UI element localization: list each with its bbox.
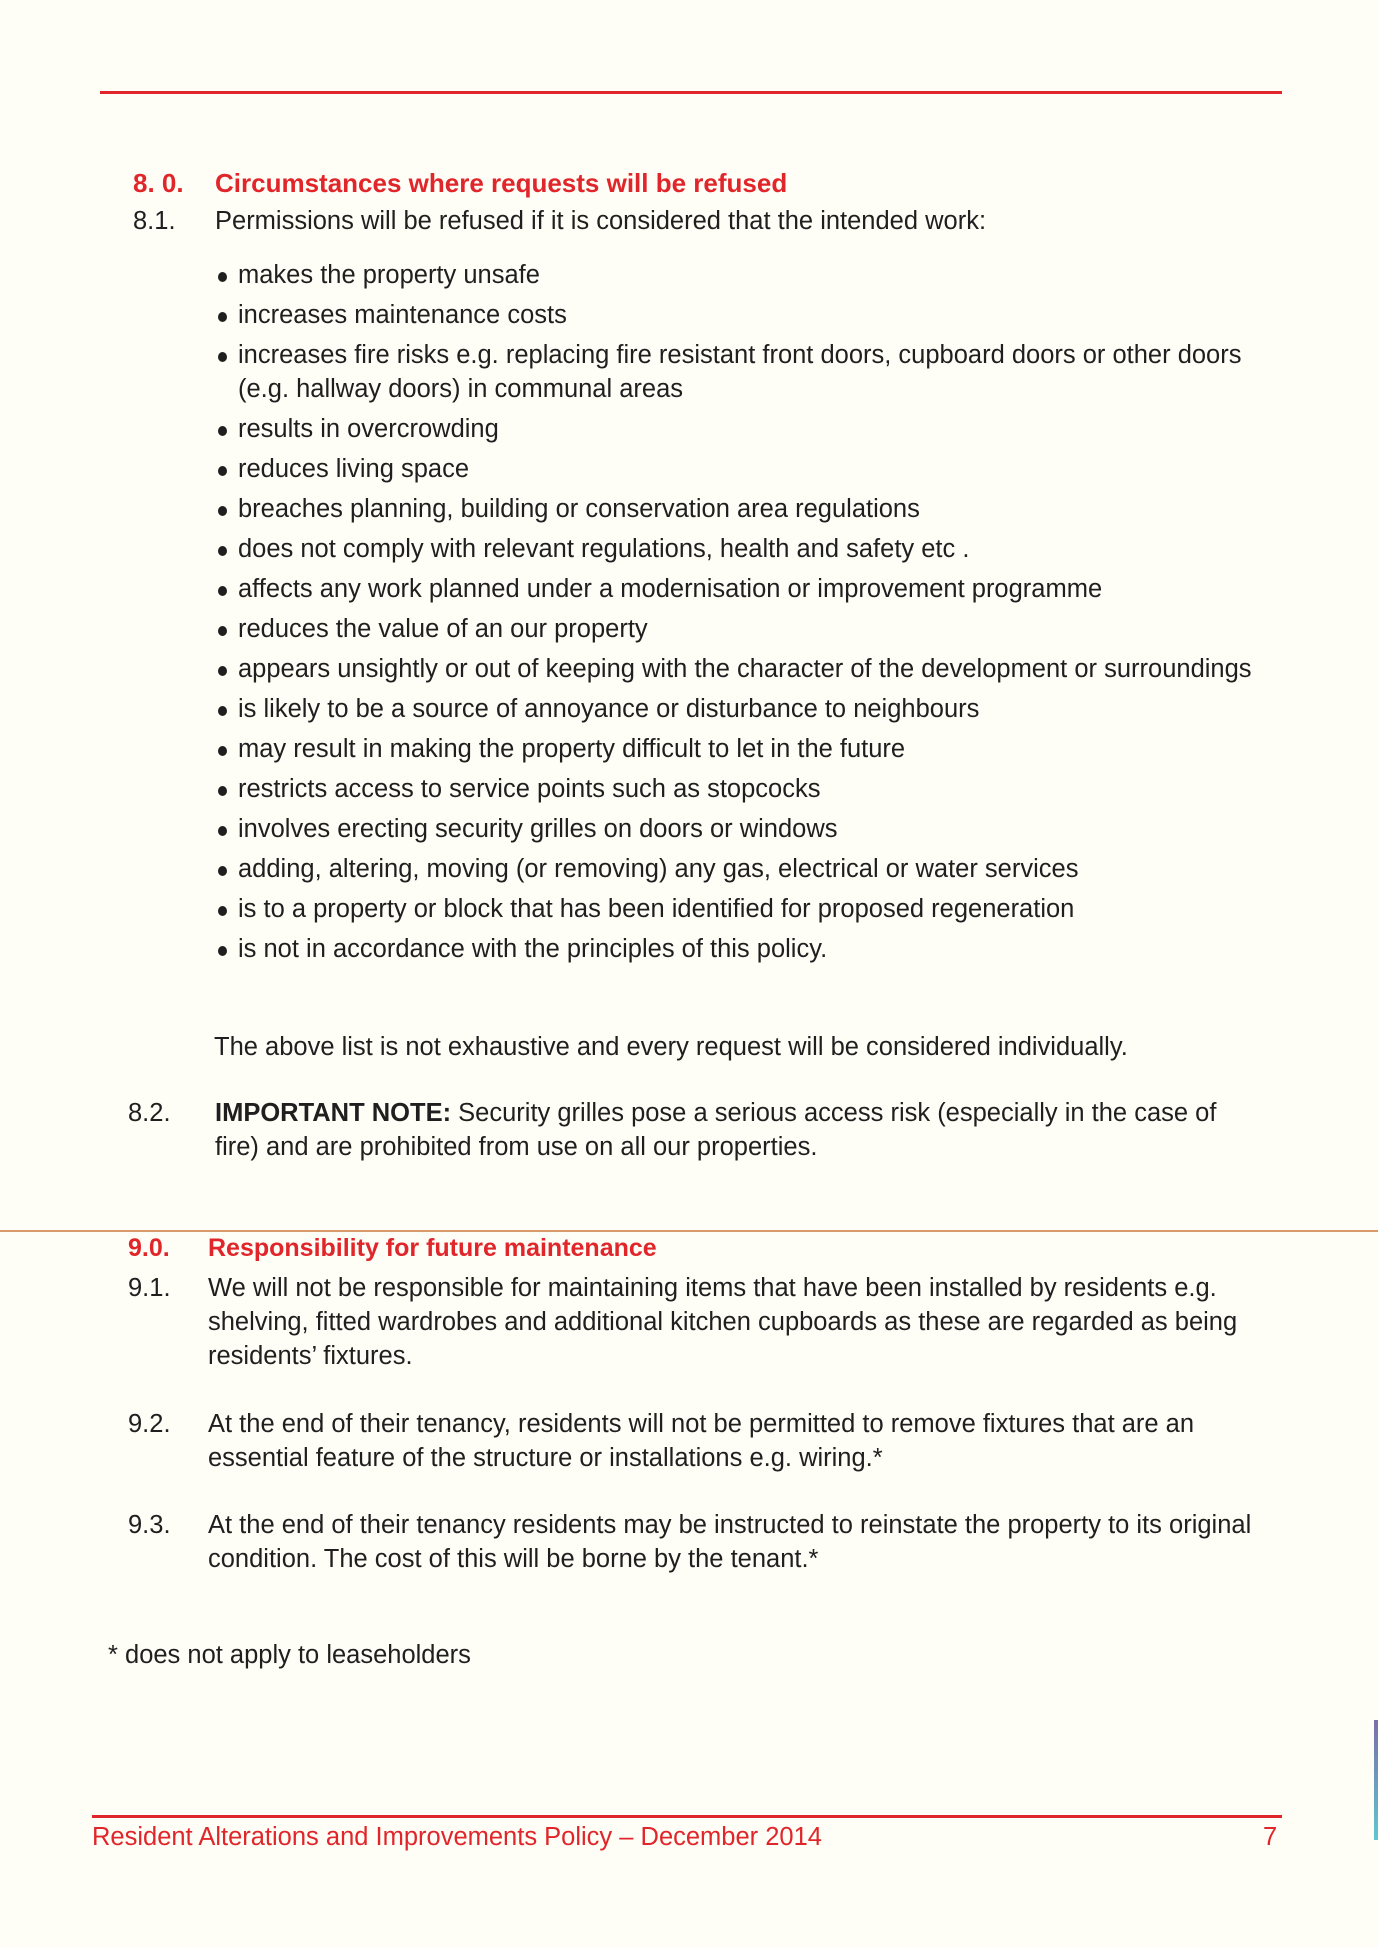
paragraph-number: 9.2. [128, 1410, 171, 1438]
bullet-icon [218, 786, 227, 796]
list-item: does not comply with relevant regulations, health and safety etc . [216, 532, 1256, 566]
scan-edge [1374, 1720, 1378, 1840]
paragraph-number: 9.1. [128, 1274, 171, 1302]
footer-rule [92, 1815, 1282, 1818]
bullet-icon [218, 506, 227, 516]
bullet-icon [218, 546, 227, 556]
bullet-icon [218, 866, 227, 876]
list-item: may result in making the property difficult to let in the future [216, 732, 1256, 766]
list-item: results in overcrowding [216, 412, 1256, 446]
list-item: increases maintenance costs [216, 298, 1256, 332]
bullet-icon [218, 626, 227, 636]
paragraph-text: At the end of their tenancy residents may be instructed to reinstate the property to its original condition. The cost of this will be borne by the tenant.* [208, 1511, 1252, 1573]
list-item: increases fire risks e.g. replacing fire resistant front doors, cupboard doors or other doors (e.g. hallway doors) in communal areas [216, 338, 1256, 406]
paragraph-number: 9.3. [128, 1511, 171, 1539]
section-9-heading [128, 1234, 657, 1263]
list-item: reduces living space [216, 452, 1256, 486]
bullet-icon [218, 746, 227, 756]
section-8-number: 8. 0. [133, 168, 184, 198]
paragraph-number: 8.2. [128, 1099, 171, 1127]
list-item: is not in accordance with the principles of this policy. [216, 932, 1256, 966]
paragraph-9-1 [128, 1271, 1258, 1373]
section-9-number: 9.0. [128, 1234, 170, 1262]
bullet-icon [218, 946, 227, 956]
bullet-icon [218, 706, 227, 716]
list-item: is likely to be a source of annoyance or disturbance to neighbours [216, 692, 1256, 726]
list-item: reduces the value of an our property [216, 612, 1256, 646]
section-8-heading [133, 168, 787, 199]
section-8-title: Circumstances where requests will be refused [215, 168, 788, 198]
bullet-icon [218, 586, 227, 596]
list-item: appears unsightly or out of keeping with the character of the development or surroundings [216, 652, 1256, 686]
footnote: * does not apply to leaseholders [108, 1641, 471, 1669]
list-item: affects any work planned under a modernisation or improvement programme [216, 572, 1256, 606]
list-item: is to a property or block that has been identified for proposed regeneration [216, 892, 1256, 926]
list-note: The above list is not exhaustive and every request will be considered individually. [214, 1033, 1128, 1061]
paragraph-8-2 [128, 1096, 1258, 1164]
list-item: breaches planning, building or conservation area regulations [216, 492, 1256, 526]
list-item: involves erecting security grilles on doors or windows [216, 812, 1256, 846]
bullet-icon [218, 272, 227, 282]
section-divider [0, 1230, 1378, 1232]
paragraph-text: At the end of their tenancy, residents will not be permitted to remove fixtures that are an essential feature of the structure or installations e.g. wiring.* [208, 1410, 1195, 1472]
paragraph-text: Permissions will be refused if it is considered that the intended work: [215, 207, 987, 235]
paragraph-8-1 [133, 204, 1263, 238]
important-note-label: IMPORTANT NOTE: [215, 1099, 452, 1127]
list-item: makes the property unsafe [216, 258, 1256, 292]
bullet-icon [218, 666, 227, 676]
paragraph-number: 8.1. [133, 207, 176, 235]
bullet-icon [218, 426, 227, 436]
paragraph-text: IMPORTANT NOTE: Security grilles pose a serious access risk (especially in the case of fire) and are prohibited from use on all our properties. [215, 1099, 1217, 1161]
bullet-icon [218, 906, 227, 916]
paragraph-9-3 [128, 1508, 1258, 1576]
paragraph-9-2 [128, 1407, 1258, 1475]
bullet-icon [218, 312, 227, 322]
header-rule [100, 91, 1282, 94]
bullet-icon [218, 826, 227, 836]
paragraph-text: We will not be responsible for maintaining items that have been installed by residents e.g. shelving, fitted wardrobes and additional kitchen cupboards as these are regarded as being residents’ fixtures. [208, 1274, 1238, 1370]
refusal-criteria-list [216, 258, 1256, 972]
section-9-title: Responsibility for future maintenance [208, 1234, 657, 1262]
bullet-icon [218, 352, 227, 362]
page-number: 7 [1263, 1823, 1278, 1851]
bullet-icon [218, 466, 227, 476]
footer-title: Resident Alterations and Improvements Policy – December 2014 [92, 1823, 822, 1851]
list-item: adding, altering, moving (or removing) any gas, electrical or water services [216, 852, 1256, 886]
list-item: restricts access to service points such as stopcocks [216, 772, 1256, 806]
